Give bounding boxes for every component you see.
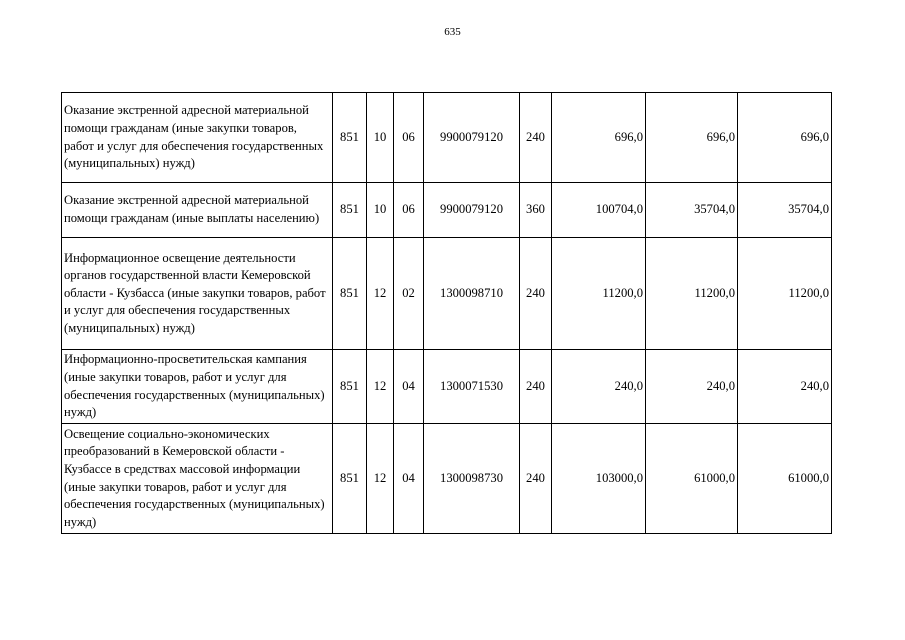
table-row xyxy=(62,238,832,350)
table-row xyxy=(62,183,832,238)
amount-year-3: 35704,0 xyxy=(738,183,832,238)
subsection-code: 06 xyxy=(394,93,424,183)
ministry-code: 851 xyxy=(333,424,367,534)
amount-year-1: 696,0 xyxy=(552,93,646,183)
subsection-code: 04 xyxy=(394,424,424,534)
table-row xyxy=(62,93,832,183)
section-code: 10 xyxy=(367,183,394,238)
section-code: 12 xyxy=(367,424,394,534)
expense-type-code: 240 xyxy=(520,350,552,424)
row-description: Информационно-просветительская кампания (иные закупки товаров, работ и услуг для обеспечения государственных (муниципальных) нужд) xyxy=(62,350,333,424)
section-code: 12 xyxy=(367,238,394,350)
target-article-code: 9900079120 xyxy=(424,93,520,183)
ministry-code: 851 xyxy=(333,238,367,350)
row-description: Оказание экстренной адресной материальной помощи гражданам (иные выплаты населению) xyxy=(62,183,333,238)
amount-year-2: 696,0 xyxy=(646,93,738,183)
page-number: 635 xyxy=(444,26,461,38)
row-description: Информационное освещение деятельности органов государственной власти Кемеровской области - Кузбасса (иные закупки товаров, работ и услуг для обеспечения государственных (муниципальных) нужд) xyxy=(62,238,333,350)
target-article-code: 1300098730 xyxy=(424,424,520,534)
amount-year-1: 100704,0 xyxy=(552,183,646,238)
amount-year-3: 240,0 xyxy=(738,350,832,424)
ministry-code: 851 xyxy=(333,350,367,424)
amount-year-3: 61000,0 xyxy=(738,424,832,534)
row-description: Оказание экстренной адресной материальной помощи гражданам (иные закупки товаров, работ и услуг для обеспечения государственных (муниципальных) нужд) xyxy=(62,93,333,183)
section-code: 10 xyxy=(367,93,394,183)
target-article-code: 9900079120 xyxy=(424,183,520,238)
table-row xyxy=(62,424,832,534)
amount-year-2: 240,0 xyxy=(646,350,738,424)
expense-type-code: 360 xyxy=(520,183,552,238)
amount-year-3: 696,0 xyxy=(738,93,832,183)
target-article-code: 1300071530 xyxy=(424,350,520,424)
amount-year-1: 11200,0 xyxy=(552,238,646,350)
budget-table xyxy=(61,92,832,534)
amount-year-2: 61000,0 xyxy=(646,424,738,534)
amount-year-3: 11200,0 xyxy=(738,238,832,350)
section-code: 12 xyxy=(367,350,394,424)
expense-type-code: 240 xyxy=(520,93,552,183)
ministry-code: 851 xyxy=(333,93,367,183)
target-article-code: 1300098710 xyxy=(424,238,520,350)
expense-type-code: 240 xyxy=(520,238,552,350)
amount-year-2: 11200,0 xyxy=(646,238,738,350)
subsection-code: 04 xyxy=(394,350,424,424)
row-description: Освещение социально-экономических преобразований в Кемеровской области - Кузбассе в средствах массовой информации (иные закупки товаров, работ и услуг для обеспечения государственных (муниципальных) нужд) xyxy=(62,424,333,534)
expense-type-code: 240 xyxy=(520,424,552,534)
amount-year-1: 240,0 xyxy=(552,350,646,424)
subsection-code: 02 xyxy=(394,238,424,350)
subsection-code: 06 xyxy=(394,183,424,238)
amount-year-1: 103000,0 xyxy=(552,424,646,534)
amount-year-2: 35704,0 xyxy=(646,183,738,238)
ministry-code: 851 xyxy=(333,183,367,238)
table-body xyxy=(62,93,832,534)
table-row xyxy=(62,350,832,424)
